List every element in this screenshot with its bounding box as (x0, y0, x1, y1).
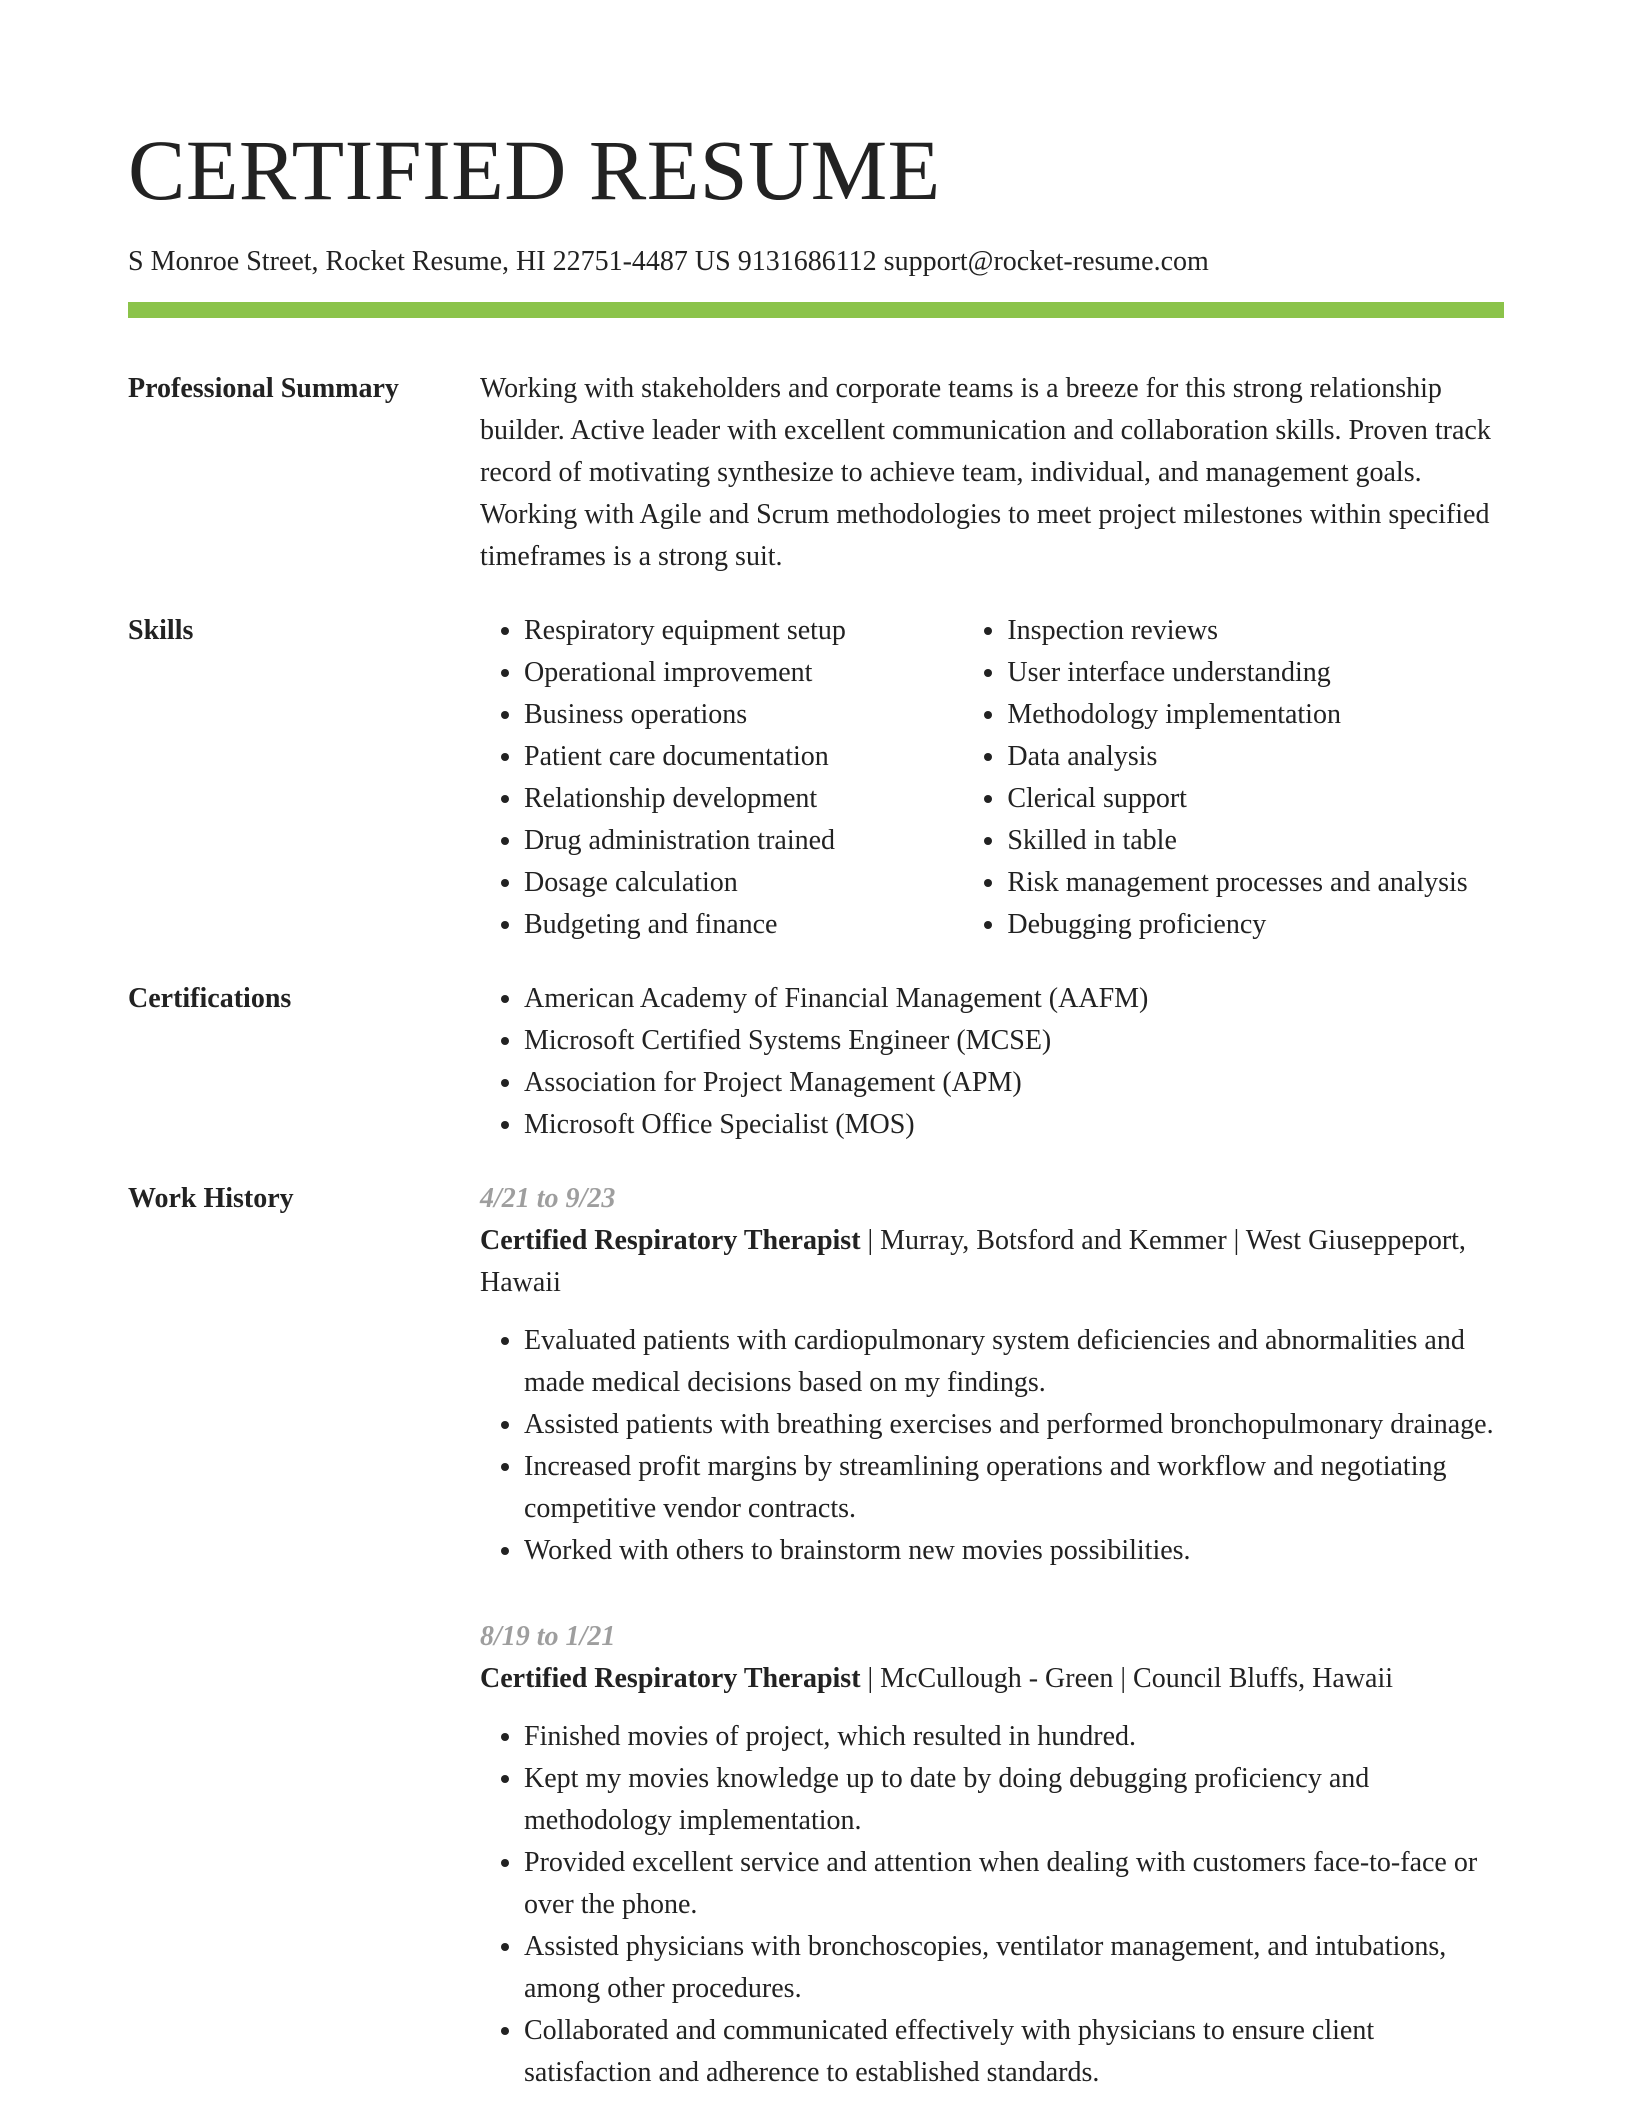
job-bullet: • Evaluated patients with cardiopulmonary system deficiencies and abnormalities and made medical decisions based on my findings. (524, 1320, 1504, 1404)
certifications-section (128, 978, 1504, 1146)
job-title: Certified Respiratory Therapist (480, 1225, 861, 1256)
contact-line: S Monroe Street, Rocket Resume, HI 22751-4487 US 9131686112 support@rocket-resume.com (128, 246, 1209, 277)
section-label: Professional Summary (128, 373, 399, 404)
skill-item: • Inspection reviews (1007, 610, 1504, 652)
certification-item: • Microsoft Office Specialist (MOS) (524, 1104, 1504, 1146)
skills-content (480, 610, 1504, 946)
skills-section (128, 610, 1504, 946)
summary-text: Working with stakeholders and corporate teams is a breeze for this strong relationship builder. Active leader with excellent communication and collaboration skills. Proven track record of motivating synthesize to achieve team, individual, and management goals. Working with Agile and Scrum methodologies to meet project milestones within specified timeframes is a strong suit. (480, 373, 1491, 572)
job-bullets (480, 1716, 1504, 2094)
skill-item: • Methodology implementation (1007, 694, 1504, 736)
section-label: Skills (128, 615, 194, 646)
job-heading (480, 1220, 1504, 1304)
certification-item: • Microsoft Certified Systems Engineer (MCSE) (524, 1020, 1504, 1062)
summary-content (480, 368, 1504, 578)
job-title: Certified Respiratory Therapist (480, 1663, 861, 1694)
certifications-content (480, 978, 1504, 1146)
work-history-content (480, 1178, 1504, 2094)
section-label: Work History (128, 1183, 294, 1214)
job-bullet: • Provided excellent service and attention when dealing with customers face-to-face or over the phone. (524, 1842, 1504, 1926)
job-bullet: • Finished movies of project, which resulted in hundred. (524, 1716, 1504, 1758)
header-divider (128, 302, 1504, 318)
skill-item: • User interface understanding (1007, 652, 1504, 694)
skill-item: • Skilled in table (1007, 820, 1504, 862)
skills-list-left (480, 610, 963, 946)
job-bullet: • Worked with others to brainstorm new movies possibilities. (524, 1530, 1504, 1572)
skill-item: • Respiratory equipment setup (524, 610, 963, 652)
skill-item: • Operational improvement (524, 652, 963, 694)
job-bullet: • Assisted physicians with bronchoscopies, ventilator management, and intubations, among other procedures. (524, 1926, 1504, 2010)
job-entry (480, 1616, 1504, 2094)
section-label: Certifications (128, 983, 292, 1014)
skill-item: • Clerical support (1007, 778, 1504, 820)
skill-item: • Drug administration trained (524, 820, 963, 862)
job-entry (480, 1178, 1504, 1572)
skill-item: • Dosage calculation (524, 862, 963, 904)
skill-item: • Relationship development (524, 778, 963, 820)
job-details: | McCullough - Green | Council Bluffs, Hawaii (860, 1663, 1394, 1694)
job-dates: 4/21 to 9/23 (480, 1183, 616, 1214)
skill-item: • Business operations (524, 694, 963, 736)
job-bullet: • Kept my movies knowledge up to date by doing debugging proficiency and methodology implementation. (524, 1758, 1504, 1842)
job-bullets (480, 1320, 1504, 1572)
skill-item: • Data analysis (1007, 736, 1504, 778)
work-history-section (128, 1178, 1504, 2094)
skill-item: • Debugging proficiency (1007, 904, 1504, 946)
job-dates: 8/19 to 1/21 (480, 1621, 616, 1652)
job-details: | Murray, Botsford and Kemmer | West Giuseppeport, Hawaii (480, 1225, 1466, 1298)
certification-item: • American Academy of Financial Management (AAFM) (524, 978, 1504, 1020)
certification-item: • Association for Project Management (APM) (524, 1062, 1504, 1104)
job-bullet: • Assisted patients with breathing exercises and performed bronchopulmonary drainage. (524, 1404, 1504, 1446)
summary-section (128, 368, 1504, 578)
skills-list-right (963, 610, 1504, 946)
certifications-list (480, 978, 1504, 1146)
skill-item: • Budgeting and finance (524, 904, 963, 946)
job-heading (480, 1658, 1504, 1700)
skill-item: • Patient care documentation (524, 736, 963, 778)
job-bullet: • Increased profit margins by streamlining operations and workflow and negotiating competitive vendor contracts. (524, 1446, 1504, 1530)
skill-item: • Risk management processes and analysis (1007, 862, 1504, 904)
resume-page (128, 0, 1504, 2094)
resume-name: CERTIFIED RESUME (128, 122, 941, 218)
job-bullet: • Collaborated and communicated effectively with physicians to ensure client satisfaction and adherence to established standards. (524, 2010, 1504, 2094)
